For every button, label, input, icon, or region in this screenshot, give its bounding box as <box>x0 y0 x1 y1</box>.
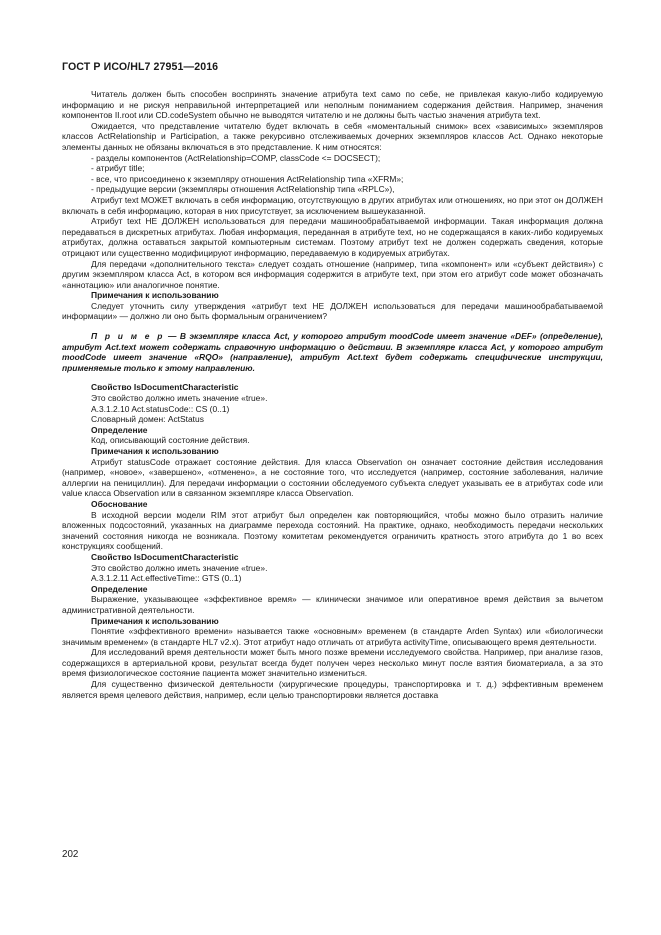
subheading: Свойство IsDocumentCharacteristic <box>91 382 239 393</box>
page-header: ГОСТ Р ИСО/HL7 27951—2016 <box>62 61 219 73</box>
paragraph: Словарный домен: ActStatus <box>91 414 204 425</box>
paragraph: Атрибут text МОЖЕТ включать в себя информацию, отсутствующую в других атрибутах или отношениях, но при этот он ДОЛЖЕН включать в себя информацию, которая в них присутствует, за исключением вышеуказанной. <box>62 194 603 216</box>
paragraph: Атрибут text НЕ ДОЛЖЕН использоваться для передачи машинообрабатываемой информации. Такая информация должна передаваться в дискретных атрибутах. Любая информация, переданная в атрибуте text, но не содержащаяся в каких-либо кодируемых атрибутах, должна оставаться закрытой компьютерным системам. Поэтому атрибут text не должен содержать сведения, которые отрицают или существенно модифицируют информацию, передаваемую в кодируемых атрибутах. <box>62 216 603 258</box>
list-item: - предыдущие версии (экземпляры отношения ActRelationship типа «RPLC»), <box>91 184 395 195</box>
example-label: П р и м е р <box>91 331 165 342</box>
list-item: - разделы компонентов (ActRelationship=COMP, classCode <= DOCSECT); <box>91 152 381 163</box>
paragraph: В исходной версии модели RIM этот атрибут был определен как повторяющийся, чтобы можно было отразить наличие вложенных подсостояний, указанных на диаграмме перехода состояний. На практике, однако, необходимость передачи нескольких значений состояния никогда не возникала. Поэтому комитетам рекомендуется ограничить кратность этого атрибута до 1 во всех конструкциях сообщений. <box>62 509 603 552</box>
paragraph: Код, описывающий состояние действия. <box>91 435 250 446</box>
list-item: - атрибут title; <box>91 163 145 174</box>
paragraph: Это свойство должно иметь значение «true». <box>91 393 268 404</box>
paragraph: Читатель должен быть способен воспринять значение атрибута text само по себе, не привлекая какую-либо кодируемую информацию и не рискуя неправильной интерпретацией или неполным пониманием содержания действия. Например, значения компонентов II.root или CD.codeSystem обычно не выводятся читателю и не должны быть частью значения атрибута text. <box>62 89 603 121</box>
paragraph: Следует уточнить силу утверждения «атрибут text НЕ ДОЛЖЕН использоваться для передачи машинообрабатываемой информации» — должно ли оно быть формальным ограничением? <box>62 300 603 322</box>
paragraph: Для исследований время деятельности может быть много позже времени исследуемого свойства. Например, при анализе газов, содержащихся в артериальной крови, результат всегда будет получен через несколько минут после взятия биоматериала, а за это время физиологическое состояние пациента может значительно измениться. <box>62 647 603 679</box>
subheading: Обоснование <box>91 498 148 509</box>
subheading: Примечания к использованию <box>91 446 219 456</box>
subheading: Примечания к использованию <box>91 615 219 626</box>
paragraph: A.3.1.2.10 Act.statusCode:: CS (0..1) <box>91 403 230 414</box>
paragraph: Для передачи «дополнительного текста» следует создать отношение (например, типа «компонент» или «субъект действия») с другим экземпляром класса Act, в котором вся информация содержится в атрибуте text, при этом его атрибут code может обозначать «аннотацию» или аналогичное понятие. <box>62 258 603 290</box>
subheading: Примечания к использованию <box>91 290 219 301</box>
page-number: 202 <box>62 849 79 860</box>
example-text: — В экземпляре класса Act, у которого атрибут moodCode имеет значение «DEF» (определение), атрибут Act.text может содержать справочную информацию о действии. В экземпляре класса Act, у которого атрибут moodCode имеет значение «RQO» (направление), атрибут Act.text будет содержать специфические инструкции, применяемые только к этому направлению. <box>62 331 604 373</box>
paragraph: Атрибут statusCode отражает состояние действия. Для класса Observation он означает состояние действия исследования (например, «новое», «завершено», «отменено», а не состояние того, что исследуется (например, состояние заболевания, наличие аллергии на пенициллин). Для передачи информации о состоянии обследуемого субъекта следует указывать ее в атрибутах code или value класса Observation или в связанном экземпляре класса Observation. <box>62 456 603 499</box>
subheading: Определение <box>91 583 148 594</box>
paragraph: Понятие «эффективного времени» называется также «основным» временем (в стандарте Arden Syntax) или «биологически значимым временем» (в стандарте HL7 v2.x). Этот атрибут надо отличать от атрибута activityTime, описывающего время деятельности. <box>62 626 603 647</box>
subheading: Свойство IsDocumentCharacteristic <box>91 551 239 562</box>
paragraph: Это свойство должно иметь значение «true». <box>91 562 268 573</box>
subheading: Определение <box>91 424 148 435</box>
paragraph: Ожидается, что представление читателю будет включать в себя «моментальный снимок» всех «зависимых» экземпляров классов ActRelationship и Participation, а также рекурсивно отслеживаемых дочерних экземпляров классов Act. Однако некоторые элементы данных не обязаны включаться в это представление. К ним относятся: <box>62 120 603 152</box>
example-note <box>62 331 603 373</box>
paragraph: Для существенно физической деятельности (хирургические процедуры, транспортировка и т. д.) эффективным временем является время целевого действия, например, если целью транспортировки является доставка <box>62 679 603 700</box>
page-body <box>62 89 603 700</box>
paragraph: A.3.1.2.11 Act.effectiveTime:: GTS (0..1) <box>91 573 242 584</box>
paragraph: Выражение, указывающее «эффективное время» — клинически значимое или оперативное время действия за вычетом административной деятельности. <box>62 594 603 615</box>
list-item: - все, что присоединено к экземпляру отношения ActRelationship типа «XFRM»; <box>91 173 404 184</box>
